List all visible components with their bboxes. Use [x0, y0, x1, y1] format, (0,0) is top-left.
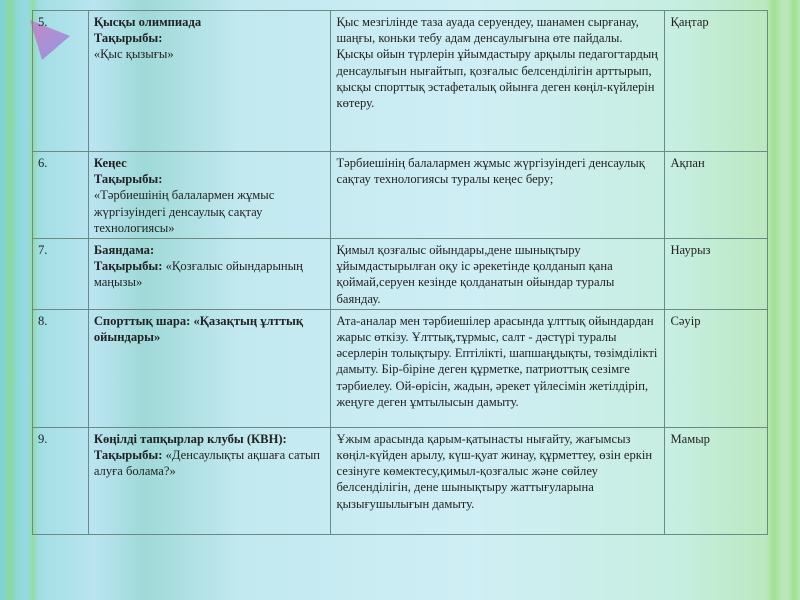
table-row — [33, 152, 768, 239]
event-title: Кеңес — [93, 156, 127, 170]
event-title: Қысқы олимпиада — [93, 15, 202, 29]
row-number: 6. — [33, 152, 89, 239]
event-topic-label: Тақырыбы: — [93, 448, 163, 463]
event-topic-line — [94, 448, 320, 478]
events-plan-table — [32, 10, 768, 535]
event-topic: «Тәрбиешінің балалармен жұмыс жүргізуіндегі денсаулық сақтау технологиясы» — [93, 188, 275, 235]
event-month: Наурыз — [665, 239, 768, 310]
table-row — [33, 427, 768, 534]
event-month: Ақпан — [665, 152, 768, 239]
event-topic: «Қозғалыс ойындарының маңызы» — [93, 259, 303, 290]
event-description: Ұжым арасында қарым-қатынасты нығайту, жағымсыз көңіл-күйден арылу, күш-қуат жинау, құрметтеу, өзін еркін сезінуге көмектесу,қимыл-қозғалыс және сөйлеу белсенділігін, дене шынықтыру жаттығуларына қызығушылығын дамыту. — [331, 427, 665, 534]
table-row — [33, 11, 768, 152]
event-title: Спорттық шара: «Қазақтың ұлттық ойындары» — [93, 313, 304, 345]
event-cell — [88, 309, 331, 427]
event-cell — [88, 239, 331, 310]
event-topic: «Денсаулықты ақшаға сатып алуға болама?» — [93, 448, 321, 479]
table-row — [33, 239, 768, 310]
event-description: Ата-аналар мен тәрбиешілер арасында ұлттық ойындардан жарыс өткізу. Ұлттық,тұрмыс, салт - дәстүрі туралы әсерлерін толықтыру. Ептілікті, шапшаңдықты, төзімділікті дамыту. Бір-біріне деген құрметке, патриоттық сезімге тәрбиелеу. Ой-өрісін, жадын, әрекет үйлесімін жетілдіріп, жеңуге деген ұмтылысын дамыту. — [331, 309, 665, 427]
event-month: Сәуір — [665, 309, 768, 427]
table-row — [33, 309, 768, 427]
event-description: Тәрбиешінің балалармен жұмыс жүргізуіндегі денсаулық сақтау технологиясы туралы кеңес беру; — [331, 152, 665, 239]
event-description: Қимыл қозғалыс ойындары,дене шынықтыру ұйымдастырылған оқу іс әрекетінде қолданып қана қоймай,серуен кезінде қолданатын ойындар туралы баяндау. — [331, 239, 665, 310]
row-number: 8. — [33, 309, 89, 427]
event-month: Қаңтар — [665, 11, 768, 152]
event-description: Қыс мезгілінде таза ауада серуендеу, шанамен сырғанау, шаңғы, коньки тебу адам денсаулығына өте пайдалы. Қысқы ойын түрлерін ұйымдастыру арқылы педагогтардың денсаулығын нығайтып, қозғалыс белсенділігін арттырып, қысқы спорттық эстафеталық ойынға деген көңіл-күйлерін көтеру. — [331, 11, 665, 152]
event-topic: «Қыс қызығы» — [93, 47, 174, 62]
event-topic-label: Тақырыбы: — [93, 172, 163, 187]
decorative-stripe — [2, 0, 18, 600]
event-cell — [88, 152, 331, 239]
event-topic-label: Тақырыбы: — [93, 259, 163, 274]
event-topic-label: Тақырыбы: — [93, 31, 163, 46]
event-month: Мамыр — [665, 427, 768, 534]
decorative-stripe — [788, 0, 800, 600]
event-title: Көңілді тапқырлар клубы (КВН): — [93, 431, 287, 446]
row-number: 5. — [33, 11, 89, 152]
event-cell — [88, 427, 331, 534]
event-topic-line — [94, 259, 303, 289]
event-cell — [88, 11, 331, 152]
row-number: 7. — [33, 239, 89, 310]
row-number: 9. — [33, 427, 89, 534]
event-title: Баяндама: — [93, 243, 155, 258]
decorative-stripe — [766, 0, 782, 600]
